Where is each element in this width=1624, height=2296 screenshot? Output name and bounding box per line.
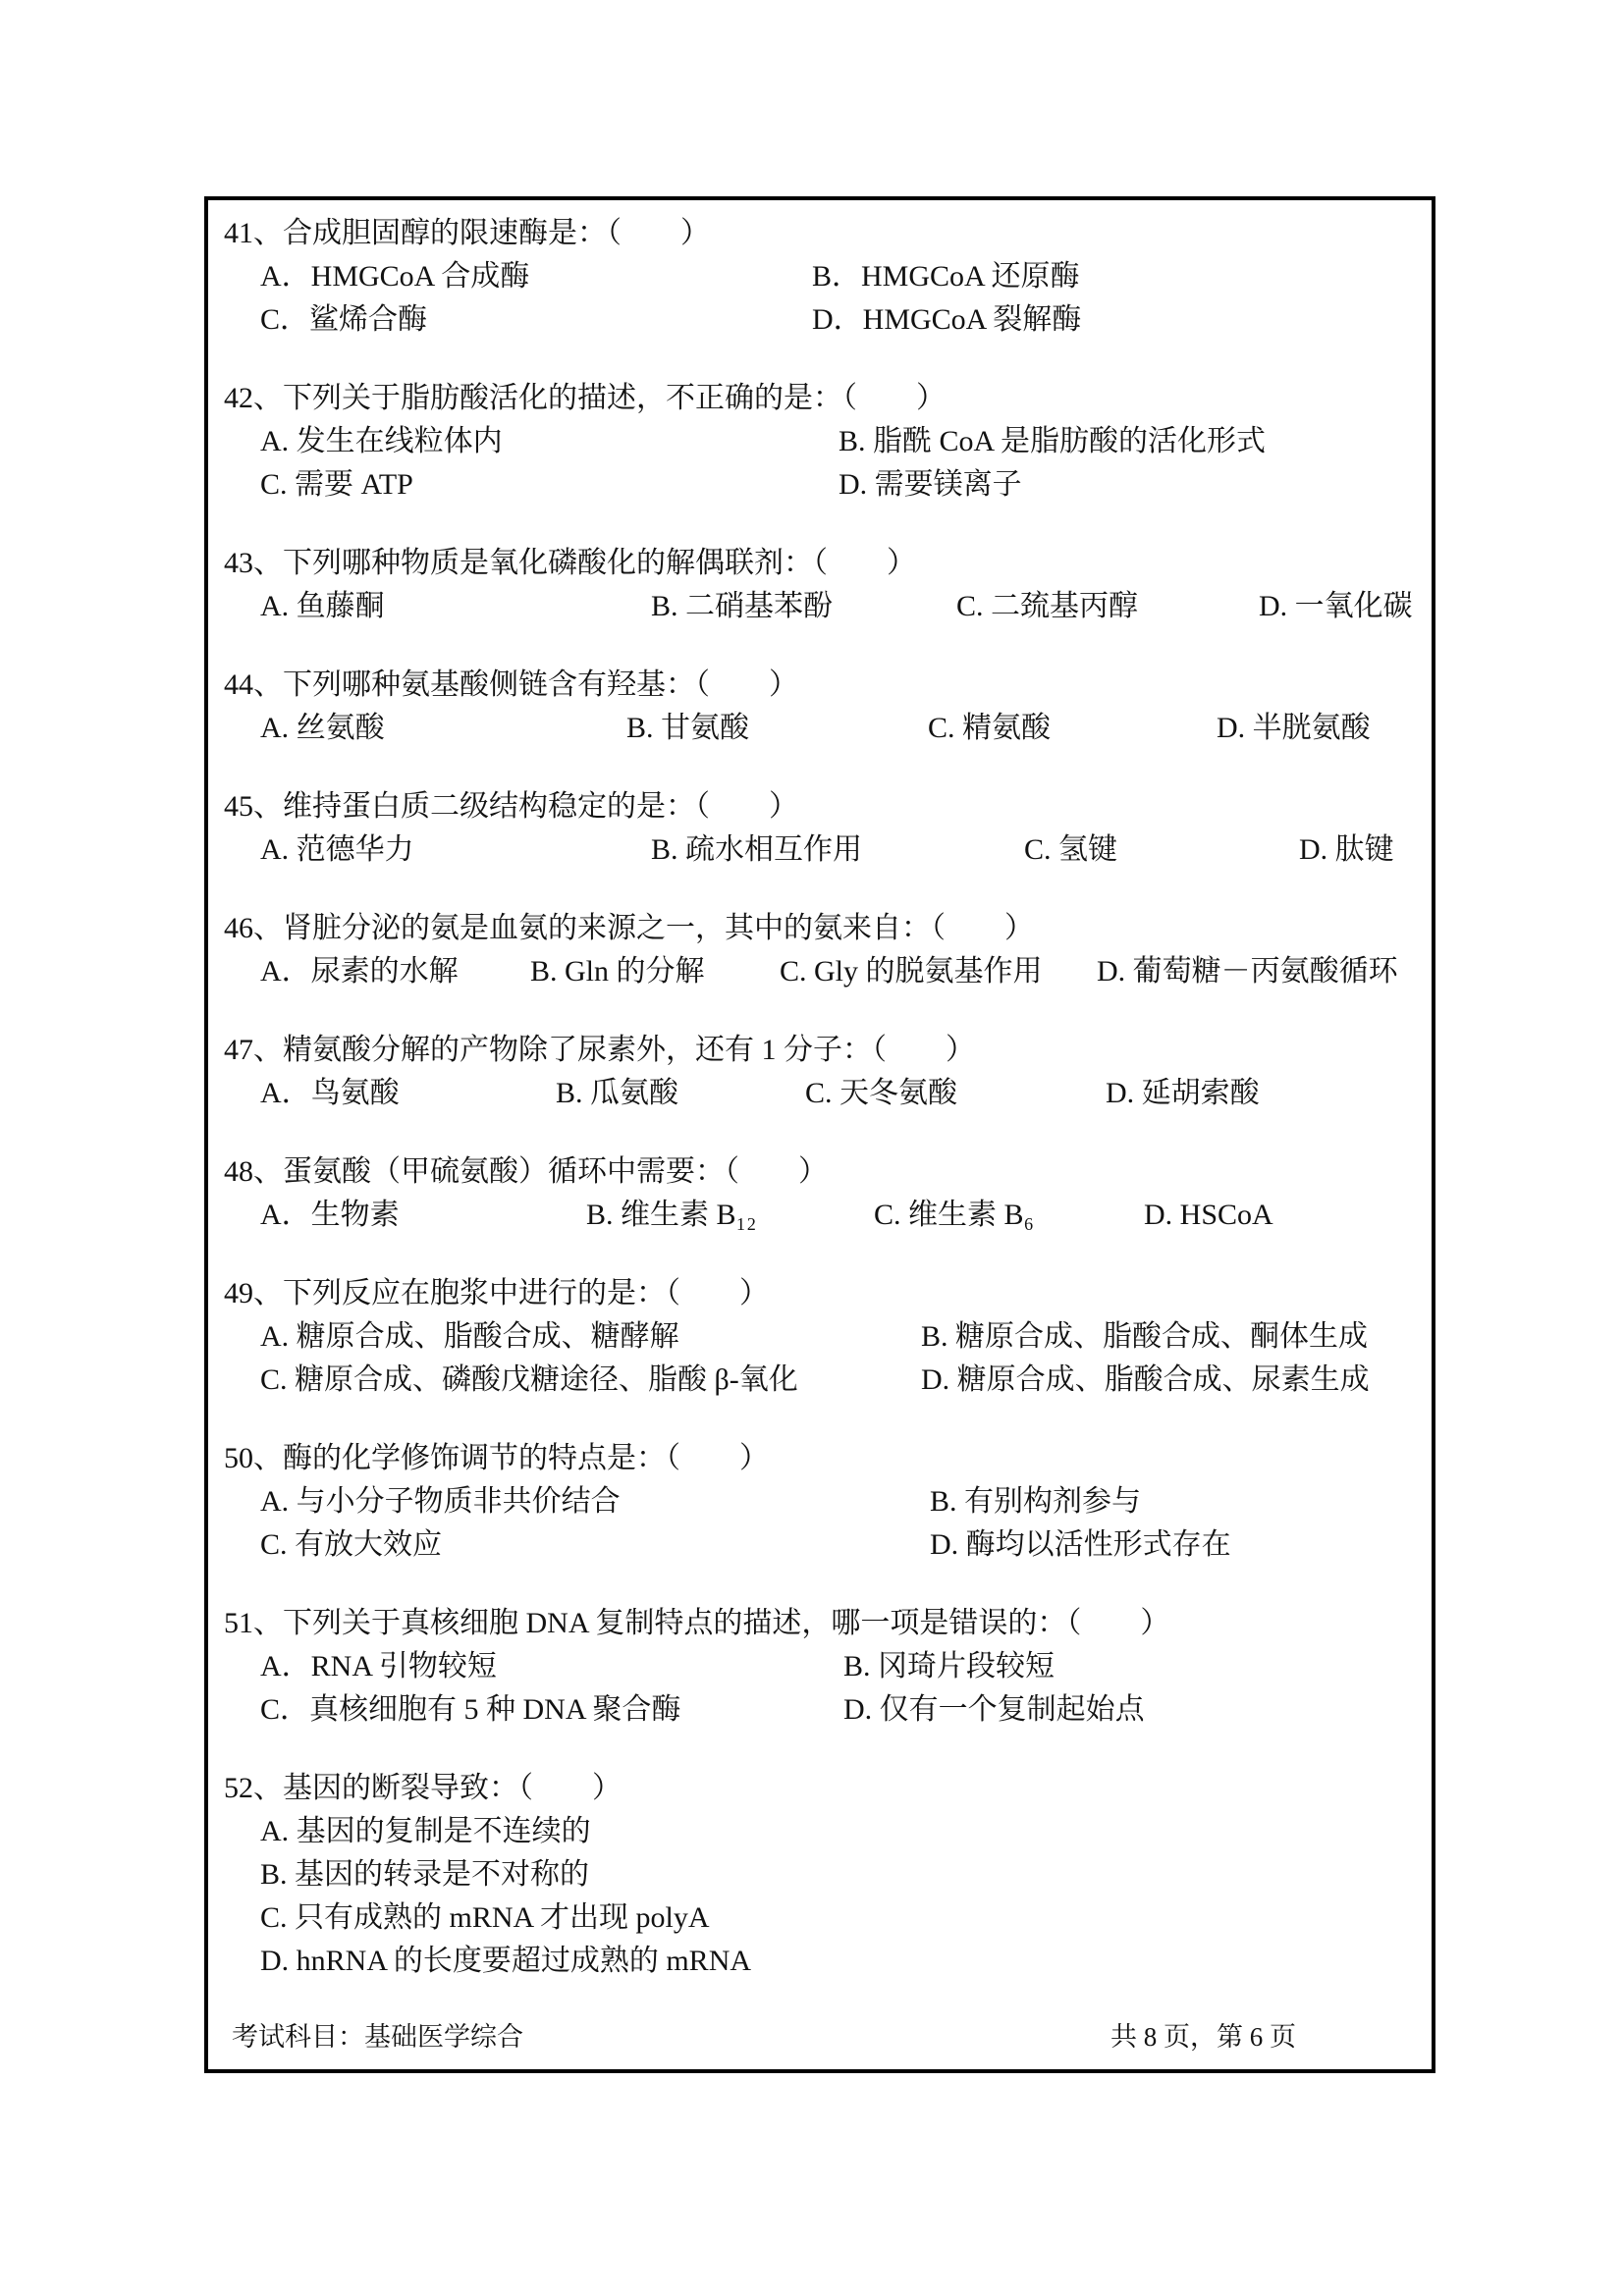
question-text: 49、下列反应在胞浆中进行的是：（ ） <box>224 1277 769 1309</box>
option-a: A．RNA 引物较短 <box>260 1650 497 1682</box>
option-row <box>222 585 1412 628</box>
option-d: D. 延胡索酸 <box>1106 1077 1260 1109</box>
question-43 <box>222 542 1412 628</box>
option-b: B. Gln 的分解 <box>530 955 705 988</box>
option-b: B. 糖原合成、脂酸合成、酮体生成 <box>921 1320 1369 1353</box>
option-a: A. 与小分子物质非共价结合 <box>260 1485 621 1518</box>
option-row <box>222 1359 1412 1402</box>
option-b: B. 疏水相互作用 <box>651 833 863 866</box>
option-row <box>222 463 1412 507</box>
option-c: C. 维生素 B₆ <box>874 1199 1034 1231</box>
option-d: D．HMGCoA 裂解酶 <box>812 303 1082 336</box>
question-text: 42、下列关于脂肪酸活化的描述，不正确的是：（ ） <box>224 382 946 414</box>
question-42 <box>222 377 1412 507</box>
option-d: D. 糖原合成、脂酸合成、尿素生成 <box>921 1363 1370 1396</box>
option-c: C. 糖原合成、磷酸戊糖途径、脂酸 β-氧化 <box>260 1363 798 1396</box>
question-47 <box>222 1029 1412 1115</box>
question-44 <box>222 664 1412 750</box>
option-d: D. 肽键 <box>1299 833 1394 866</box>
option-row <box>222 1072 1412 1115</box>
page-border-frame <box>204 196 1435 2073</box>
question-text: 43、下列哪种物质是氧化磷酸化的解偶联剂：（ ） <box>224 547 916 579</box>
option-row <box>222 1315 1412 1359</box>
option-row <box>222 1480 1412 1523</box>
option-row <box>222 420 1412 463</box>
option-a: A. 鱼藤酮 <box>260 590 385 622</box>
option-b: B. 甘氨酸 <box>626 712 750 744</box>
option-row <box>222 1688 1412 1732</box>
option-row <box>222 707 1412 750</box>
option-c: C. 精氨酸 <box>928 712 1052 744</box>
option-d: D. 一氧化碳 <box>1259 590 1413 622</box>
option-b: B. 维生素 B₁₂ <box>586 1199 757 1231</box>
option-b: B. 瓜氨酸 <box>556 1077 679 1109</box>
option-c: C．真核细胞有 5 种 DNA 聚合酶 <box>260 1693 681 1726</box>
option-a: A．尿素的水解 <box>260 955 459 988</box>
option-b: B. 二硝基苯酚 <box>651 590 834 622</box>
option-a: A. 糖原合成、脂酸合成、糖酵解 <box>260 1320 679 1353</box>
question-49 <box>222 1272 1412 1402</box>
option-row <box>222 1523 1412 1567</box>
option-row <box>222 1645 1412 1688</box>
question-52 <box>222 1767 1412 1983</box>
question-text: 41、合成胆固醇的限速酶是：（ ） <box>224 217 710 249</box>
option-c: C. Gly 的脱氨基作用 <box>780 955 1043 988</box>
option-d: D. hnRNA 的长度要超过成熟的 mRNA <box>260 1945 752 1977</box>
option-d: D. 葡萄糖－丙氨酸循环 <box>1097 955 1398 988</box>
option-a: A. 基因的复制是不连续的 <box>260 1815 591 1847</box>
option-b: B. 冈琦片段较短 <box>843 1650 1056 1682</box>
question-text: 50、酶的化学修饰调节的特点是：（ ） <box>224 1442 769 1474</box>
page-footer <box>222 2020 1412 2059</box>
option-b: B. 有别构剂参与 <box>930 1485 1142 1518</box>
option-row <box>222 298 1412 342</box>
option-row <box>222 1194 1412 1237</box>
option-d: D. 酶均以活性形式存在 <box>930 1528 1231 1561</box>
question-text: 52、基因的断裂导致：（ ） <box>224 1772 622 1804</box>
question-text: 44、下列哪种氨基酸侧链含有羟基：（ ） <box>224 668 798 701</box>
question-51 <box>222 1602 1412 1732</box>
option-c: C. 氢键 <box>1024 833 1118 866</box>
option-row <box>222 828 1412 872</box>
question-50 <box>222 1437 1412 1567</box>
option-c: C. 天冬氨酸 <box>805 1077 958 1109</box>
option-d: D. HSCoA <box>1144 1199 1273 1231</box>
option-c: C. 二巯基丙醇 <box>956 590 1139 622</box>
option-row <box>222 1810 1412 1983</box>
option-d: D. 需要镁离子 <box>839 468 1022 501</box>
question-45 <box>222 785 1412 872</box>
option-a: A. 范德华力 <box>260 833 414 866</box>
option-a: A. 发生在线粒体内 <box>260 425 503 457</box>
option-c: C．鲨烯合酶 <box>260 303 428 336</box>
option-c: C. 需要 ATP <box>260 468 413 501</box>
option-b: B．HMGCoA 还原酶 <box>812 260 1080 293</box>
question-46 <box>222 907 1412 993</box>
option-d: D. 仅有一个复制起始点 <box>843 1693 1145 1726</box>
option-d: D. 半胱氨酸 <box>1217 712 1371 744</box>
option-a: A．生物素 <box>260 1199 400 1231</box>
option-b: B. 基因的转录是不对称的 <box>260 1858 590 1891</box>
option-a: A. 丝氨酸 <box>260 712 385 744</box>
question-text: 46、肾脏分泌的氨是血氨的来源之一，其中的氨来自：（ ） <box>224 912 1034 944</box>
footer-page-number: 共 8 页，第 6 页 <box>1110 2022 1296 2052</box>
option-c: C. 有放大效应 <box>260 1528 443 1561</box>
option-row <box>222 950 1412 993</box>
option-a: A．鸟氨酸 <box>260 1077 400 1109</box>
question-text: 48、蛋氨酸（甲硫氨酸）循环中需要：（ ） <box>224 1155 828 1188</box>
question-48 <box>222 1150 1412 1237</box>
footer-subject-label: 考试科目：基础医学综合 <box>232 2022 523 2052</box>
question-text: 45、维持蛋白质二级结构稳定的是：（ ） <box>224 790 798 823</box>
question-text: 51、下列关于真核细胞 DNA 复制特点的描述，哪一项是错误的：（ ） <box>224 1607 1170 1639</box>
option-row <box>222 255 1412 298</box>
question-text: 47、精氨酸分解的产物除了尿素外，还有 1 分子：（ ） <box>224 1034 975 1066</box>
option-c: C. 只有成熟的 mRNA 才出现 polyA <box>260 1901 710 1934</box>
option-b: B. 脂酰 CoA 是脂肪酸的活化形式 <box>839 425 1267 457</box>
option-a: A．HMGCoA 合成酶 <box>260 260 530 293</box>
question-41 <box>222 212 1412 342</box>
